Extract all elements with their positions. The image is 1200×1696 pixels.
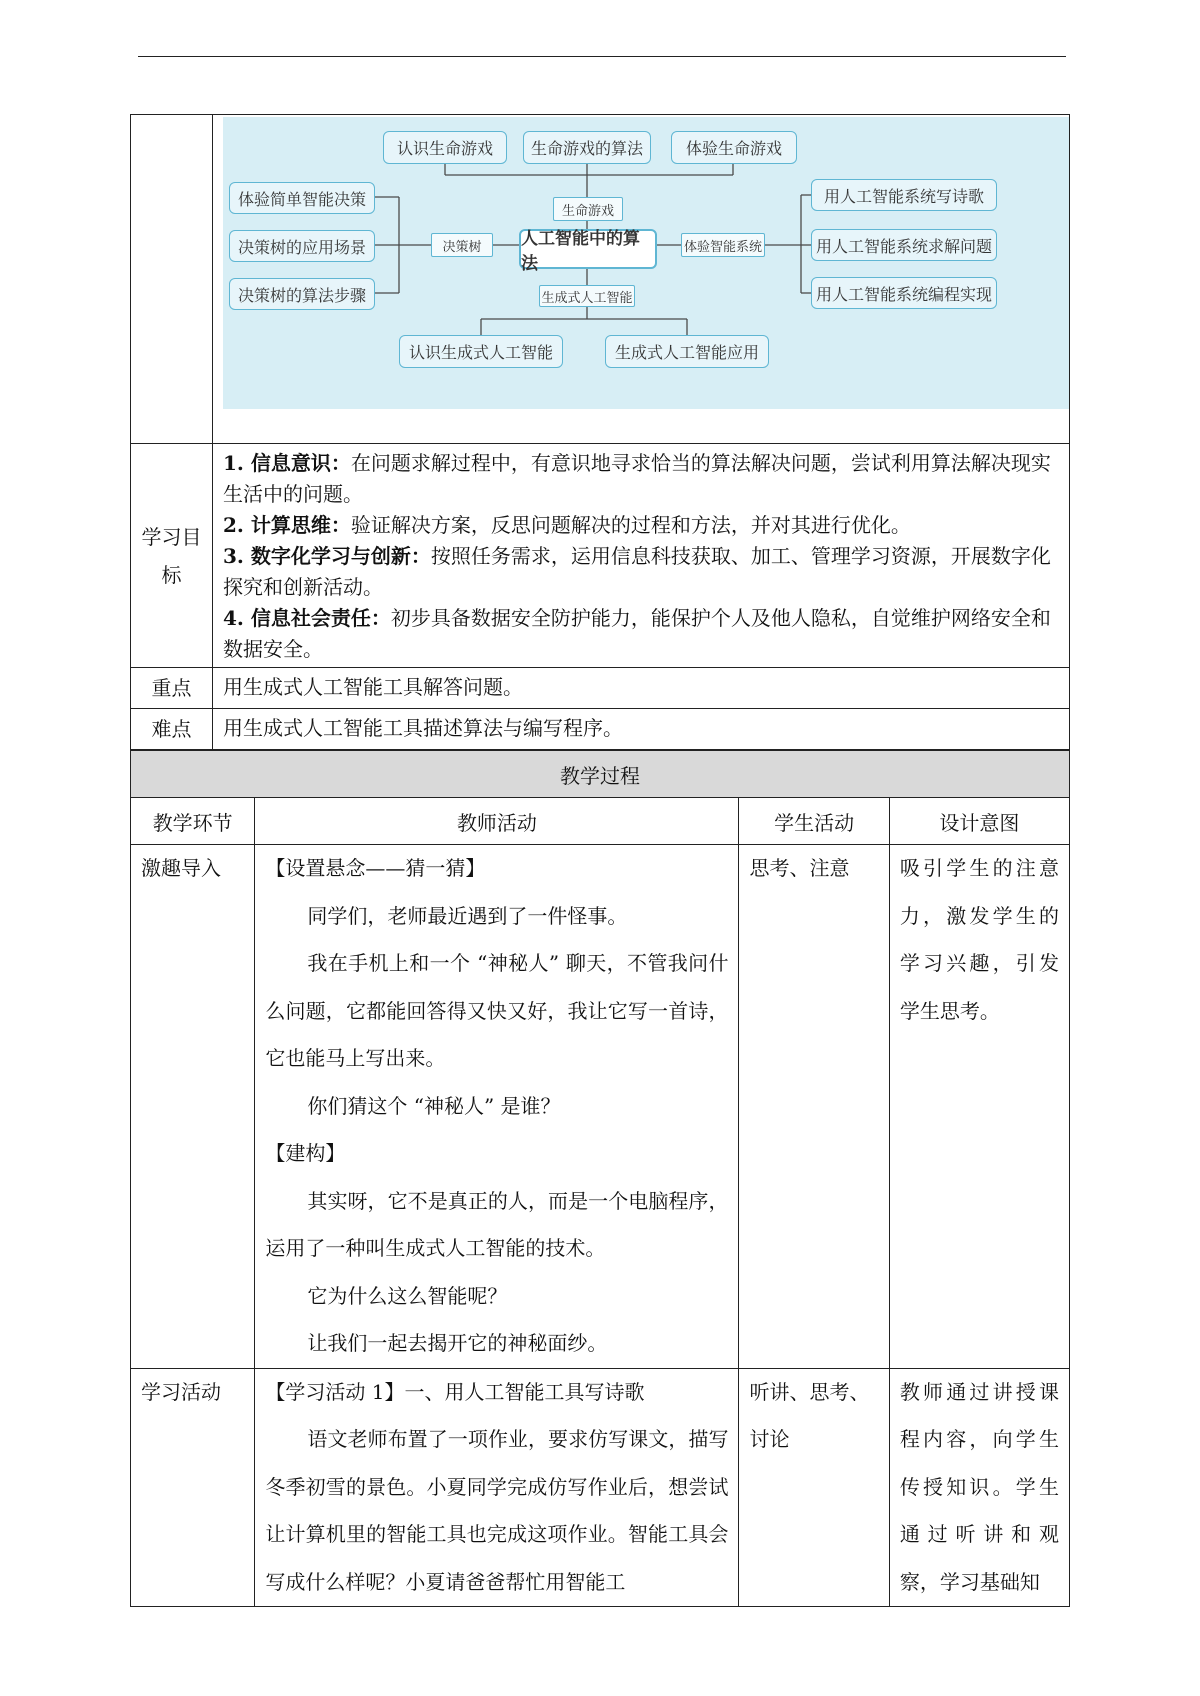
teacher-line: 让我们一起去揭开它的神秘面纱。 (307, 1331, 608, 1355)
intent-cell: 吸引学生的注意力，激发学生的学习兴趣，引发学生思考。 (889, 845, 1069, 1369)
student-cell: 思考、注意 (739, 845, 889, 1369)
teaching-process-table (130, 750, 1070, 1607)
diagram-node-bottom-1: 认识生成式人工智能 (399, 335, 563, 368)
header-rule (138, 56, 1066, 57)
goal-title: 1. 信息意识： (223, 451, 351, 475)
teacher-cell (255, 845, 739, 1369)
diagram-cell (213, 115, 1070, 444)
goal-text: 验证解决方案，反思问题解决的过程和方法，并对其进行优化。 (350, 513, 911, 537)
teacher-line: 你们猜这个 “神秘人” 是谁？ (307, 1093, 561, 1118)
stage-cell: 激趣导入 (131, 845, 255, 1369)
diagram-node-left-3: 决策树的算法步骤 (229, 278, 375, 310)
teacher-line: 同学们，老师最近遇到了一件怪事。 (307, 903, 628, 928)
header-stage: 教学环节 (131, 798, 255, 845)
table-row (131, 1368, 1070, 1607)
teacher-line: 我在手机上和一个 “神秘人” 聊天，不管我问什么问题，它都能回答得又快又好，我让它写一首诗，它也能马上写出来。 (265, 951, 729, 1070)
difficulty-label: 难点 (131, 709, 213, 750)
teacher-line: 它为什么这么智能呢？ (307, 1283, 508, 1308)
diagram-node-right-3: 用人工智能系统编程实现 (811, 277, 997, 309)
teacher-line: 【建构】 (265, 1141, 346, 1165)
goal-item (223, 541, 1059, 603)
goal-item (223, 510, 1059, 541)
diagram-branch-left: 决策树 (431, 233, 493, 257)
goal-text: 按照任务需求，运用信息科技获取、加工、管理学习资源，开展数字化探究和创新活动。 (223, 544, 1051, 599)
diagram-label-cell (131, 115, 213, 444)
key-point-label: 重点 (131, 668, 213, 709)
goal-text: 初步具备数据安全防护能力，能保护个人及他人隐私，自觉维护网络安全和数据安全。 (223, 606, 1051, 661)
goals-cell (213, 444, 1070, 668)
diagram-node-bottom-2: 生成式人工智能应用 (605, 335, 769, 368)
header-intent: 设计意图 (889, 798, 1069, 845)
teacher-line: 【学习活动 1】一、用人工智能工具写诗歌 (265, 1379, 645, 1404)
goal-title: 4. 信息社会责任： (223, 606, 391, 630)
diagram-node-top-2: 生命游戏的算法 (523, 131, 651, 164)
teacher-line: 【设置悬念——猜一猜】 (265, 856, 486, 880)
objectives-table (130, 114, 1070, 750)
teacher-line: 语文老师布置了一项作业，要求仿写课文，描写冬季初雪的景色。小夏同学完成仿写作业后，想尝试让计算机里的智能工具也完成这项作业。智能工具会写成什么样呢？小夏请爸爸帮忙用智能工 (265, 1427, 729, 1594)
diagram-node-left-1: 体验简单智能决策 (229, 182, 375, 214)
goal-item (223, 603, 1059, 665)
goal-text: 在问题求解过程中，有意识地寻求恰当的算法解决问题，尝试利用算法解决现实生活中的问题。 (223, 451, 1051, 506)
process-title: 教学过程 (131, 751, 1070, 798)
diagram-branch-bottom: 生成式人工智能 (539, 285, 635, 307)
key-point-text: 用生成式人工智能工具解答问题。 (213, 668, 1070, 709)
student-cell: 听讲、思考、讨论 (739, 1368, 889, 1607)
diagram-node-left-2: 决策树的应用场景 (229, 230, 375, 262)
table-row (131, 845, 1070, 1369)
stage-cell: 学习活动 (131, 1368, 255, 1607)
header-teacher: 教师活动 (255, 798, 739, 845)
header-student: 学生活动 (739, 798, 889, 845)
teacher-line: 其实呀，它不是真正的人，而是一个电脑程序，运用了一种叫生成式人工智能的技术。 (265, 1188, 729, 1260)
diagram-node-top-1: 认识生命游戏 (383, 131, 507, 164)
difficulty-text: 用生成式人工智能工具描述算法与编写程序。 (213, 709, 1070, 750)
diagram-node-right-2: 用人工智能系统求解问题 (811, 229, 997, 261)
diagram-branch-top: 生命游戏 (553, 197, 623, 221)
diagram-branch-right: 体验智能系统 (681, 233, 765, 257)
diagram-node-right-1: 用人工智能系统写诗歌 (811, 179, 997, 211)
goal-title: 2. 计算思维： (223, 513, 351, 537)
intent-cell: 教师通过讲授课程内容，向学生传授知识。学生通过听讲和观察，学习基础知 (889, 1368, 1069, 1607)
goal-title: 3. 数字化学习与创新： (223, 544, 431, 568)
diagram-center-node: 人工智能中的算法 (519, 229, 657, 269)
goal-item (223, 448, 1059, 510)
teacher-cell (255, 1368, 739, 1607)
diagram-node-top-3: 体验生命游戏 (671, 131, 797, 164)
goals-label: 学习目标 (131, 444, 213, 668)
mind-map (223, 117, 1069, 409)
